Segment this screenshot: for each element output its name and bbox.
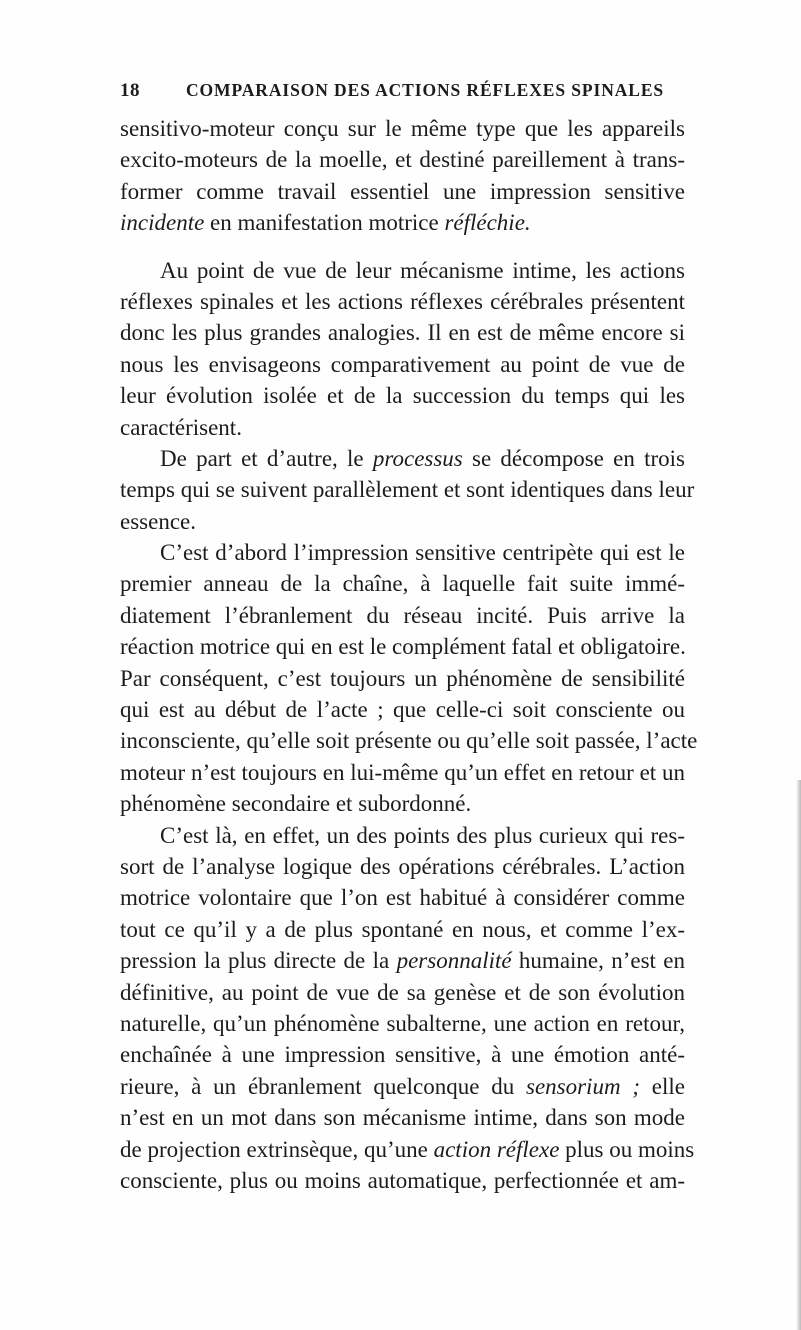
text-segment: C’est d’abord l’impression sensitive centripète qui est le xyxy=(160,540,685,566)
paragraph xyxy=(120,820,695,1197)
text-segment: humaine, n’est en xyxy=(511,948,685,974)
text-segment: elle xyxy=(640,1073,685,1099)
text-segment: phénomène secondaire et subordonné. xyxy=(120,791,472,817)
text-segment: donc les plus grandes analogies. Il en est de même encore si xyxy=(120,320,685,346)
text-line xyxy=(120,663,685,694)
text-segment: réaction motrice qui en est le complément fatal et obligatoire. xyxy=(120,634,686,660)
text-line xyxy=(120,851,685,882)
text-segment: sensitivo-moteur conçu sur le même type que les appareils xyxy=(120,116,685,141)
text-segment: définitive, au point de vue de sa genèse et de son évolution xyxy=(120,979,685,1005)
text-line xyxy=(120,600,685,631)
text-line xyxy=(120,412,685,443)
text-line xyxy=(120,820,685,851)
text-segment: excito-moteurs de la moelle, et destiné pareillement à trans- xyxy=(120,147,685,173)
text-line xyxy=(120,207,685,238)
text-segment: De part et d’autre, le xyxy=(160,445,373,471)
text-segment: temps qui se suivent parallèlement et sont identiques dans leur xyxy=(120,477,695,503)
text-line xyxy=(120,694,685,725)
text-line xyxy=(120,474,695,505)
italic-text: sensorium ; xyxy=(526,1073,641,1099)
paragraph xyxy=(120,113,685,239)
page-header xyxy=(120,80,680,106)
text-line xyxy=(120,144,685,175)
text-segment: caractérisent. xyxy=(120,414,242,440)
text-line xyxy=(120,380,685,411)
page-number: 18 xyxy=(120,80,140,101)
text-line xyxy=(120,537,685,568)
text-segment: moteur n’est toujours en lui-même qu’un effet en retour et un xyxy=(120,759,685,785)
paragraph xyxy=(120,443,695,537)
text-segment: essence. xyxy=(120,508,196,534)
text-line xyxy=(120,1102,685,1133)
text-line xyxy=(120,176,685,207)
text-segment: se décompose en trois xyxy=(462,445,685,471)
text-line xyxy=(120,1071,685,1102)
text-line xyxy=(120,113,685,144)
text-segment: pression la plus directe de la xyxy=(120,948,397,974)
text-segment: C’est là, en effet, un des points des plus curieux qui res- xyxy=(160,822,685,848)
text-segment: premier anneau de la chaîne, à laquelle fait suite immé- xyxy=(120,571,685,597)
text-line xyxy=(120,1165,685,1196)
text-line xyxy=(120,1008,685,1039)
text-segment: qui est au début de l’acte ; que celle-ci soit consciente ou xyxy=(120,697,685,723)
text-segment: sort de l’analyse logique des opérations cérébrales. L’action xyxy=(120,853,685,879)
text-segment: réflexes spinales et les actions réflexes cérébrales présentent xyxy=(120,288,685,314)
text-segment: plus ou moins xyxy=(559,1136,695,1162)
text-segment: leur évolution isolée et de la succession du temps qui les xyxy=(120,383,685,409)
text-line xyxy=(120,945,685,976)
text-segment: consciente, plus ou moins automatique, perfectionnée et am- xyxy=(120,1167,685,1193)
body-text xyxy=(120,113,698,1196)
text-line xyxy=(120,725,698,756)
italic-text: processus xyxy=(372,445,463,471)
text-line xyxy=(120,914,685,945)
text-line xyxy=(120,882,685,913)
text-line xyxy=(120,757,685,788)
italic-text: personnalité xyxy=(396,948,512,974)
text-segment: diatement l’ébranlement du réseau incité. Puis arrive la xyxy=(120,602,685,628)
text-segment: inconsciente, qu’elle soit présente ou qu’elle soit passée, l’acte xyxy=(120,728,698,754)
text-line xyxy=(120,788,685,819)
running-title: COMPARAISON DES ACTIONS RÉFLEXES SPINALES xyxy=(186,80,665,100)
text-segment: naturelle, qu’un phénomène subalterne, une action en retour, xyxy=(120,1010,685,1036)
text-line xyxy=(120,506,685,537)
text-line xyxy=(120,255,685,286)
paragraph-gap xyxy=(120,239,685,255)
page-edge-shadow xyxy=(796,780,801,1330)
text-line xyxy=(120,1039,685,1070)
text-segment: en manifestation motrice xyxy=(204,210,445,236)
italic-text: incidente xyxy=(120,210,205,236)
text-segment: nous les envisageons comparativement au point de vue de xyxy=(120,351,685,377)
text-segment: former comme travail essentiel une impression sensitive xyxy=(120,178,685,204)
text-line xyxy=(120,317,685,348)
text-line xyxy=(120,349,685,380)
text-line xyxy=(120,631,685,662)
text-line xyxy=(120,286,685,317)
italic-text: réfléchie. xyxy=(444,210,531,236)
text-line xyxy=(120,977,685,1008)
italic-text: action réflexe xyxy=(433,1136,560,1162)
text-segment: Par conséquent, c’est toujours un phénomène de sensibilité xyxy=(120,665,685,691)
paragraph xyxy=(120,255,685,443)
text-segment: Au point de vue de leur mécanisme intime, les actions xyxy=(160,257,685,283)
text-segment: tout ce qu’il y a de plus spontané en nous, et comme l’ex- xyxy=(120,916,685,942)
text-segment: motrice volontaire que l’on est habitué à considérer comme xyxy=(120,885,685,911)
text-segment: n’est en un mot dans son mécanisme intime, dans son mode xyxy=(120,1105,685,1131)
text-line xyxy=(120,443,685,474)
text-segment: rieure, à un ébranlement quelconque du xyxy=(120,1073,526,1099)
paragraph xyxy=(120,537,698,820)
text-line xyxy=(120,1134,695,1165)
text-segment: enchaînée à une impression sensitive, à une émotion anté- xyxy=(120,1042,685,1068)
text-segment: de projection extrinsèque, qu’une xyxy=(120,1136,434,1162)
text-line xyxy=(120,568,685,599)
